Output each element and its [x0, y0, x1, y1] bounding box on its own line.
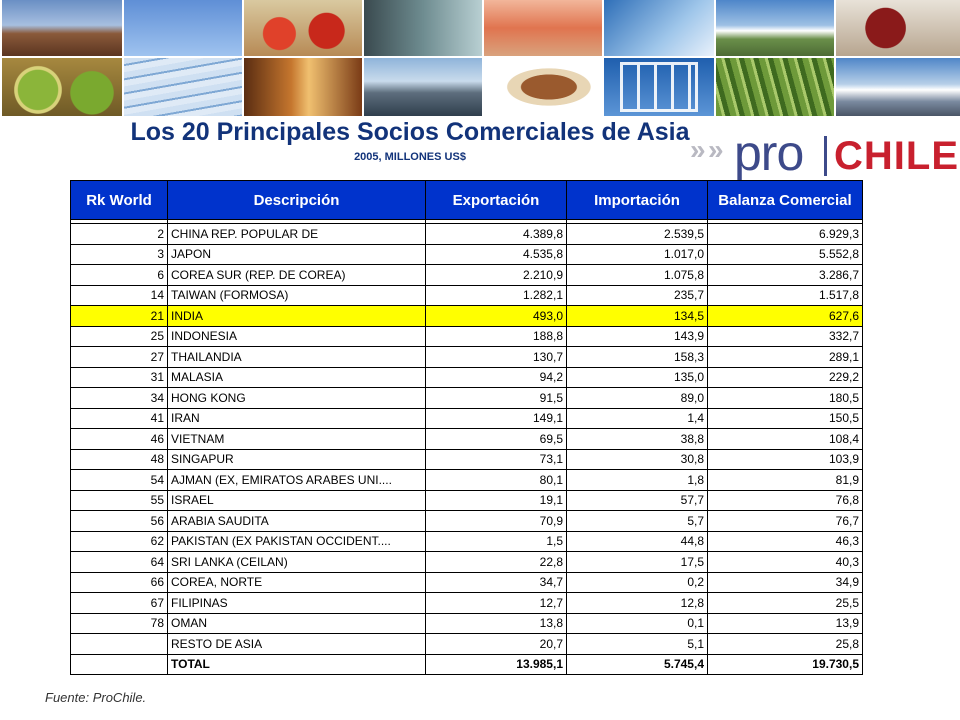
cell-imports: 44,8 — [567, 531, 708, 552]
chevron-right-icon: » — [690, 134, 706, 165]
cell-description: OMAN — [168, 613, 426, 634]
banner-photo-canyon — [2, 0, 122, 56]
cell-description: MALASIA — [168, 367, 426, 388]
cell-exports: 130,7 — [426, 347, 567, 368]
table-row — [71, 408, 863, 429]
cell-trade-balance: 5.552,8 — [708, 244, 863, 265]
cell-exports: 1.282,1 — [426, 285, 567, 306]
cell-imports: 143,9 — [567, 326, 708, 347]
cell-trade-balance: 150,5 — [708, 408, 863, 429]
cell-rank: 41 — [71, 408, 168, 429]
cell-trade-balance: 180,5 — [708, 388, 863, 409]
table-row — [71, 552, 863, 573]
cell-imports: 5,1 — [567, 634, 708, 655]
table-row — [71, 224, 863, 245]
cell-exports: 493,0 — [426, 306, 567, 327]
cell-description: AJMAN (EX, EMIRATOS ARABES UNI.... — [168, 470, 426, 491]
cell-exports: 73,1 — [426, 449, 567, 470]
cell-rank: 66 — [71, 572, 168, 593]
banner-photo-food — [484, 58, 602, 116]
cell-imports: 5.745,4 — [567, 654, 708, 675]
cell-rank: 55 — [71, 490, 168, 511]
cell-rank: 31 — [71, 367, 168, 388]
table-row — [71, 326, 863, 347]
cell-trade-balance: 6.929,3 — [708, 224, 863, 245]
cell-rank: 56 — [71, 511, 168, 532]
cell-trade-balance: 1.517,8 — [708, 285, 863, 306]
table-row — [71, 285, 863, 306]
logo-text-pro: pro — [734, 125, 804, 181]
cell-rank: 25 — [71, 326, 168, 347]
trade-partners-table — [70, 180, 863, 675]
banner-photo-handicraft — [244, 58, 362, 116]
cell-imports: 0,2 — [567, 572, 708, 593]
banner-photo-wine — [836, 0, 960, 56]
cell-description: JAPON — [168, 244, 426, 265]
cell-rank: 2 — [71, 224, 168, 245]
cell-description: HONG KONG — [168, 388, 426, 409]
cell-trade-balance: 19.730,5 — [708, 654, 863, 675]
cell-rank: 34 — [71, 388, 168, 409]
cell-description: COREA, NORTE — [168, 572, 426, 593]
logo-text-chile: CHILE — [834, 134, 959, 178]
cell-imports: 5,7 — [567, 511, 708, 532]
cell-description: RESTO DE ASIA — [168, 634, 426, 655]
cell-trade-balance: 40,3 — [708, 552, 863, 573]
cell-imports: 235,7 — [567, 285, 708, 306]
cell-imports: 2.539,5 — [567, 224, 708, 245]
cell-trade-balance: 81,9 — [708, 470, 863, 491]
cell-rank: 6 — [71, 265, 168, 286]
cell-description: THAILANDIA — [168, 347, 426, 368]
cell-trade-balance: 627,6 — [708, 306, 863, 327]
cell-exports: 94,2 — [426, 367, 567, 388]
cell-exports: 2.210,9 — [426, 265, 567, 286]
header-exports: Exportación — [426, 181, 567, 220]
banner-photo-asparagus — [716, 58, 834, 116]
cell-exports: 19,1 — [426, 490, 567, 511]
photo-banner — [0, 0, 960, 120]
chevron-right-icon: » — [708, 134, 724, 165]
cell-rank: 64 — [71, 552, 168, 573]
header-description: Descripción — [168, 181, 426, 220]
cell-trade-balance: 289,1 — [708, 347, 863, 368]
cell-trade-balance: 332,7 — [708, 326, 863, 347]
cell-description: SRI LANKA (CEILAN) — [168, 552, 426, 573]
cell-exports: 20,7 — [426, 634, 567, 655]
cell-exports: 13,8 — [426, 613, 567, 634]
cell-exports: 13.985,1 — [426, 654, 567, 675]
cell-rank: 62 — [71, 531, 168, 552]
cell-trade-balance: 25,5 — [708, 593, 863, 614]
table-row — [71, 244, 863, 265]
table-row — [71, 367, 863, 388]
cell-imports: 1.075,8 — [567, 265, 708, 286]
cell-imports: 1,4 — [567, 408, 708, 429]
table-row — [71, 429, 863, 450]
cell-rank: 14 — [71, 285, 168, 306]
table-row — [71, 306, 863, 327]
cell-trade-balance: 34,9 — [708, 572, 863, 593]
header-trade-balance: Balanza Comercial — [708, 181, 863, 220]
cell-rank: 67 — [71, 593, 168, 614]
cell-exports: 80,1 — [426, 470, 567, 491]
table-row — [71, 613, 863, 634]
cell-exports: 12,7 — [426, 593, 567, 614]
cell-exports: 4.535,8 — [426, 244, 567, 265]
cell-imports: 30,8 — [567, 449, 708, 470]
cell-exports: 70,9 — [426, 511, 567, 532]
cell-trade-balance: 103,9 — [708, 449, 863, 470]
film-strip-graphic — [620, 62, 698, 112]
cell-imports: 0,1 — [567, 613, 708, 634]
cell-description: SINGAPUR — [168, 449, 426, 470]
table-row — [71, 511, 863, 532]
table-row — [71, 470, 863, 491]
table-total-row — [71, 654, 863, 675]
cell-imports: 134,5 — [567, 306, 708, 327]
banner-photo-document — [124, 58, 242, 116]
cell-imports: 1.017,0 — [567, 244, 708, 265]
cell-rank: 27 — [71, 347, 168, 368]
page-subtitle: 2005, MILLONES US$ — [354, 151, 466, 163]
cell-rank: 46 — [71, 429, 168, 450]
banner-photo-volcano — [716, 0, 834, 56]
cell-description: VIETNAM — [168, 429, 426, 450]
cell-imports: 17,5 — [567, 552, 708, 573]
cell-trade-balance: 76,8 — [708, 490, 863, 511]
cell-trade-balance: 3.286,7 — [708, 265, 863, 286]
cell-exports: 149,1 — [426, 408, 567, 429]
cell-trade-balance: 229,2 — [708, 367, 863, 388]
cell-description: FILIPINAS — [168, 593, 426, 614]
table-row — [71, 388, 863, 409]
table-row — [71, 572, 863, 593]
cell-description: ARABIA SAUDITA — [168, 511, 426, 532]
cell-trade-balance: 108,4 — [708, 429, 863, 450]
table-row — [71, 593, 863, 614]
cell-imports: 1,8 — [567, 470, 708, 491]
cell-trade-balance: 46,3 — [708, 531, 863, 552]
banner-photo-city — [836, 58, 960, 116]
cell-exports: 1,5 — [426, 531, 567, 552]
cell-rank: 78 — [71, 613, 168, 634]
cell-exports: 188,8 — [426, 326, 567, 347]
cell-description: INDONESIA — [168, 326, 426, 347]
cell-rank: 21 — [71, 306, 168, 327]
cell-description: ISRAEL — [168, 490, 426, 511]
banner-photo-sky — [124, 0, 242, 56]
table-row — [71, 449, 863, 470]
page-title: Los 20 Principales Socios Comerciales de Asia — [130, 118, 690, 146]
cell-rank: 3 — [71, 244, 168, 265]
logo-divider — [824, 136, 827, 176]
cell-description: PAKISTAN (EX PAKISTAN OCCIDENT.... — [168, 531, 426, 552]
cell-exports: 22,8 — [426, 552, 567, 573]
banner-photo-salmon — [484, 0, 602, 56]
prochile-logo — [690, 124, 959, 184]
table-header-row — [71, 181, 863, 220]
cell-imports: 158,3 — [567, 347, 708, 368]
cell-description: INDIA — [168, 306, 426, 327]
cell-description: CHINA REP. POPULAR DE — [168, 224, 426, 245]
cell-description: COREA SUR (REP. DE COREA) — [168, 265, 426, 286]
cell-trade-balance: 25,8 — [708, 634, 863, 655]
cell-rank: 54 — [71, 470, 168, 491]
table-row — [71, 265, 863, 286]
cell-rank — [71, 634, 168, 655]
cell-rank: 48 — [71, 449, 168, 470]
table-row — [71, 634, 863, 655]
cell-description: IRAN — [168, 408, 426, 429]
cell-trade-balance: 76,7 — [708, 511, 863, 532]
cell-rank — [71, 654, 168, 675]
cell-imports: 38,8 — [567, 429, 708, 450]
table-row — [71, 490, 863, 511]
cell-imports: 89,0 — [567, 388, 708, 409]
banner-photo-mountains — [364, 58, 482, 116]
cell-exports: 34,7 — [426, 572, 567, 593]
cell-exports: 4.389,8 — [426, 224, 567, 245]
banner-photo-apples — [244, 0, 362, 56]
cell-exports: 91,5 — [426, 388, 567, 409]
cell-imports: 57,7 — [567, 490, 708, 511]
cell-description: TOTAL — [168, 654, 426, 675]
header-rank: Rk World — [71, 181, 168, 220]
banner-photo-kiwi — [2, 58, 122, 116]
table-row — [71, 347, 863, 368]
cell-description: TAIWAN (FORMOSA) — [168, 285, 426, 306]
cell-imports: 135,0 — [567, 367, 708, 388]
cell-imports: 12,8 — [567, 593, 708, 614]
cell-trade-balance: 13,9 — [708, 613, 863, 634]
banner-photo-abstract — [604, 0, 714, 56]
header-imports: Importación — [567, 181, 708, 220]
source-note: Fuente: ProChile. — [45, 690, 147, 705]
cell-exports: 69,5 — [426, 429, 567, 450]
banner-photo-office — [364, 0, 482, 56]
table-row — [71, 531, 863, 552]
